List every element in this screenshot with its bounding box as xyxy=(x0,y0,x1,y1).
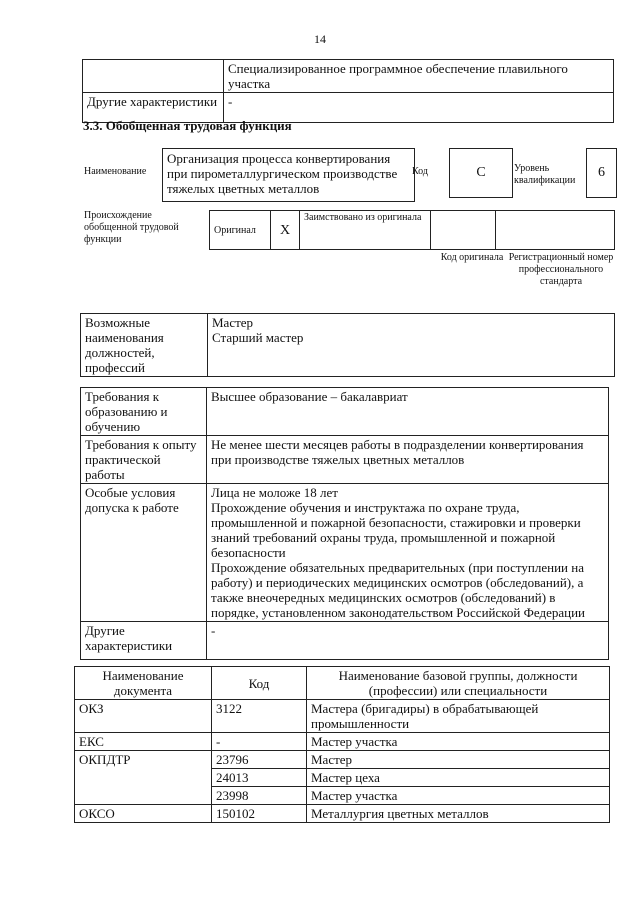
section-title: 3.3. Обобщенная трудовая функция xyxy=(83,118,292,133)
code-cell: 24013 xyxy=(212,769,307,787)
positions-label: Возможные наименования должностей, профессий xyxy=(81,314,208,377)
req-label: Другие характеристики xyxy=(81,622,207,660)
code-cell: 3122 xyxy=(212,700,307,733)
doc-cell: ОКСО xyxy=(75,805,212,823)
position-item: Старший мастер xyxy=(212,330,304,345)
name-cell: Мастер цеха xyxy=(307,769,610,787)
top-table-value-1: Специализированное программное обеспечение плавильного участка xyxy=(224,60,614,93)
code-value: С xyxy=(449,148,513,198)
req-line: Прохождение обязательных предварительных (при поступлении на работу) и периодических медицинских осмотров (обследований), а также внеочередных медицинских осмотров (обследований) в порядке, установленном законодательством Российской Федерации xyxy=(211,560,586,620)
original-mark: Х xyxy=(271,211,300,250)
name-cell: Мастер xyxy=(307,751,610,769)
positions-values xyxy=(208,314,615,377)
doc-cell: ОКПДТР xyxy=(75,751,212,805)
req-line: Прохождение обучения и инструктажа по охране труда, промышленной и пожарной безопасности, стажировки и проверки знаний требований охраны труда, промышленной и пожарной безопасности xyxy=(211,500,581,560)
borrowed-label: Заимствовано из оригинала xyxy=(300,211,431,250)
req-label: Особые условия допуска к работе xyxy=(81,484,207,622)
top-table xyxy=(82,59,614,123)
code-cell: - xyxy=(212,733,307,751)
top-table-label-2: Другие характеристики xyxy=(83,93,224,123)
origin-code-cell xyxy=(431,211,496,250)
doc-cell: ЕКС xyxy=(75,733,212,751)
name-cell: Мастера (бригадиры) в обрабатывающей промышленности xyxy=(307,700,610,733)
req-value: Не менее шести месяцев работы в подразделении конвертирования при производстве тяжелых цветных металлов xyxy=(207,436,609,484)
req-label: Требования к опыту практической работы xyxy=(81,436,207,484)
col-header: Наименование документа xyxy=(75,667,212,700)
name-cell: Мастер участка xyxy=(307,733,610,751)
origin-reg-cell xyxy=(496,211,615,250)
name-cell: Мастер участка xyxy=(307,787,610,805)
col-header: Наименование базовой группы, должности (профессии) или специальности xyxy=(307,667,610,700)
col-header: Код xyxy=(212,667,307,700)
table-row xyxy=(75,805,610,823)
name-label: Наименование xyxy=(84,166,147,177)
req-line: Лица не моложе 18 лет xyxy=(211,485,338,500)
req-value: - xyxy=(207,622,609,660)
reg-caption: Регистрационный номер профессионального стандарта xyxy=(508,252,614,287)
classifiers-table xyxy=(74,666,610,823)
original-label: Оригинал xyxy=(210,211,271,250)
level-label: Уровень квалификации xyxy=(514,163,576,186)
position-item: Мастер xyxy=(212,315,254,330)
origin-table xyxy=(209,210,615,250)
doc-cell: ОКЗ xyxy=(75,700,212,733)
positions-table xyxy=(80,313,615,377)
table-row xyxy=(75,751,610,769)
top-table-value-2: - xyxy=(224,93,614,123)
req-label: Требования к образованию и обучению xyxy=(81,388,207,436)
requirements-table xyxy=(80,387,609,660)
table-row xyxy=(75,700,610,733)
name-cell: Металлургия цветных металлов xyxy=(307,805,610,823)
code-cell: 23998 xyxy=(212,787,307,805)
level-value: 6 xyxy=(586,148,617,198)
code-caption: Код оригинала xyxy=(440,252,504,263)
code-label: Код xyxy=(412,166,428,177)
req-value xyxy=(207,484,609,622)
code-cell: 150102 xyxy=(212,805,307,823)
origin-label: Происхождение обобщенной трудовой функции xyxy=(84,210,179,245)
page-number: 14 xyxy=(314,32,326,46)
table-row xyxy=(75,733,610,751)
code-cell: 23796 xyxy=(212,751,307,769)
req-value: Высшее образование – бакалавриат xyxy=(207,388,609,436)
function-name: Организация процесса конвертирования при пирометаллургическом производстве тяжелых цветных металлов xyxy=(162,148,415,202)
